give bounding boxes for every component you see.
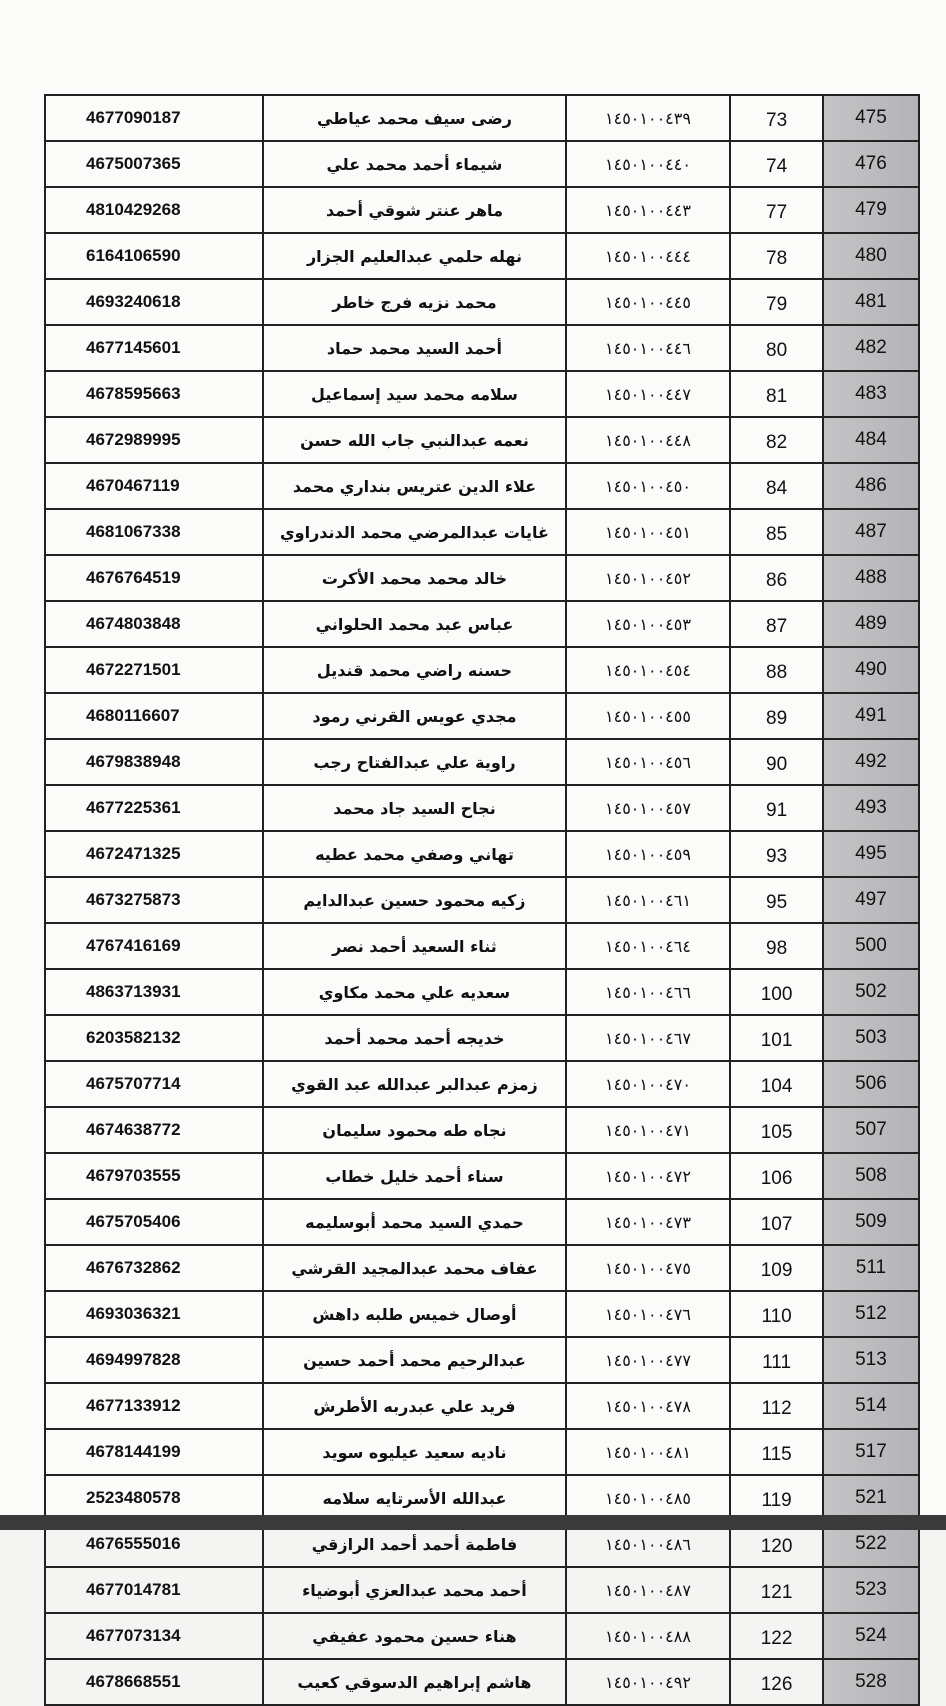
name-cell: فريد علي عبدربه الأطرش (263, 1383, 565, 1429)
number-cell: 88 (730, 647, 822, 693)
name-cell: عبدالرحيم محمد أحمد حسين (263, 1337, 565, 1383)
name-cell: عبدالله الأسرتايه سلامه (263, 1475, 565, 1521)
phone-cell: 4673275873 (45, 877, 263, 923)
table-row (45, 463, 919, 509)
code-cell: ١٤٥٠١٠٠٤٧٣ (566, 1199, 731, 1245)
id-cell: 500 (823, 923, 919, 969)
id-cell: 524 (823, 1613, 919, 1659)
phone-cell: 4677090187 (45, 95, 263, 141)
code-cell: ١٤٥٠١٠٠٤٧٢ (566, 1153, 731, 1199)
table-row (45, 279, 919, 325)
number-cell: 119 (730, 1475, 822, 1521)
number-cell: 120 (730, 1521, 822, 1567)
phone-cell: 4678144199 (45, 1429, 263, 1475)
code-cell: ١٤٥٠١٠٠٤٤٧ (566, 371, 731, 417)
code-cell: ١٤٥٠١٠٠٤٥١ (566, 509, 731, 555)
name-cell: أوصال خميس طلبه داهش (263, 1291, 565, 1337)
phone-cell: 4674803848 (45, 601, 263, 647)
id-cell: 513 (823, 1337, 919, 1383)
number-cell: 82 (730, 417, 822, 463)
name-cell: أحمد محمد عبدالعزي أبوضياء (263, 1567, 565, 1613)
table-row (45, 693, 919, 739)
phone-cell: 4693036321 (45, 1291, 263, 1337)
phone-cell: 4767416169 (45, 923, 263, 969)
code-cell: ١٤٥٠١٠٠٤٥٦ (566, 739, 731, 785)
name-cell: محمد نزيه فرج خاطر (263, 279, 565, 325)
name-cell: تهاني وصفي محمد عطيه (263, 831, 565, 877)
table-row (45, 1613, 919, 1659)
number-cell: 105 (730, 1107, 822, 1153)
phone-cell: 4676732862 (45, 1245, 263, 1291)
number-cell: 126 (730, 1659, 822, 1705)
id-cell: 475 (823, 95, 919, 141)
number-cell: 101 (730, 1015, 822, 1061)
id-cell: 511 (823, 1245, 919, 1291)
id-cell: 497 (823, 877, 919, 923)
phone-cell: 4675007365 (45, 141, 263, 187)
number-cell: 112 (730, 1383, 822, 1429)
number-cell: 85 (730, 509, 822, 555)
table-row (45, 1015, 919, 1061)
number-cell: 115 (730, 1429, 822, 1475)
number-cell: 89 (730, 693, 822, 739)
name-cell: ماهر عنتر شوقي أحمد (263, 187, 565, 233)
number-cell: 77 (730, 187, 822, 233)
table-row (45, 877, 919, 923)
number-cell: 106 (730, 1153, 822, 1199)
name-cell: نجاح السيد جاد محمد (263, 785, 565, 831)
name-cell: خالد محمد محمد الأكرت (263, 555, 565, 601)
table-body (45, 95, 919, 1705)
table-row (45, 1429, 919, 1475)
phone-cell: 4672271501 (45, 647, 263, 693)
code-cell: ١٤٥٠١٠٠٤٤٦ (566, 325, 731, 371)
code-cell: ١٤٥٠١٠٠٤٦٧ (566, 1015, 731, 1061)
bottom-bar (0, 1515, 946, 1530)
table-row (45, 969, 919, 1015)
code-cell: ١٤٥٠١٠٠٤٨٦ (566, 1521, 731, 1567)
table-row (45, 1245, 919, 1291)
phone-cell: 2523480578 (45, 1475, 263, 1521)
name-cell: ثناء السعيد أحمد نصر (263, 923, 565, 969)
table-row (45, 371, 919, 417)
phone-cell: 4679703555 (45, 1153, 263, 1199)
name-cell: غايات عبدالمرضي محمد الدندراوي (263, 509, 565, 555)
table-row (45, 647, 919, 693)
code-cell: ١٤٥٠١٠٠٤٥٢ (566, 555, 731, 601)
id-cell: 479 (823, 187, 919, 233)
table-row (45, 923, 919, 969)
table-row (45, 1659, 919, 1705)
number-cell: 107 (730, 1199, 822, 1245)
number-cell: 87 (730, 601, 822, 647)
phone-cell: 4693240618 (45, 279, 263, 325)
code-cell: ١٤٥٠١٠٠٤٦١ (566, 877, 731, 923)
id-cell: 493 (823, 785, 919, 831)
name-cell: عفاف محمد عبدالمجيد القرشي (263, 1245, 565, 1291)
phone-cell: 4676555016 (45, 1521, 263, 1567)
table-row (45, 187, 919, 233)
number-cell: 110 (730, 1291, 822, 1337)
table-row (45, 785, 919, 831)
table-row (45, 233, 919, 279)
name-cell: هاشم إبراهيم الدسوقي كعيب (263, 1659, 565, 1705)
name-cell: سناء أحمد خليل خطاب (263, 1153, 565, 1199)
id-cell: 522 (823, 1521, 919, 1567)
name-cell: عباس عبد محمد الحلواني (263, 601, 565, 647)
table-row (45, 1153, 919, 1199)
id-cell: 486 (823, 463, 919, 509)
code-cell: ١٤٥٠١٠٠٤٤٣ (566, 187, 731, 233)
id-cell: 483 (823, 371, 919, 417)
id-cell: 508 (823, 1153, 919, 1199)
name-cell: نعمه عبدالنبي جاب الله حسن (263, 417, 565, 463)
id-cell: 481 (823, 279, 919, 325)
code-cell: ١٤٥٠١٠٠٤٣٩ (566, 95, 731, 141)
id-cell: 507 (823, 1107, 919, 1153)
code-cell: ١٤٥٠١٠٠٤٦٤ (566, 923, 731, 969)
code-cell: ١٤٥٠١٠٠٤٥٥ (566, 693, 731, 739)
number-cell: 111 (730, 1337, 822, 1383)
phone-cell: 4810429268 (45, 187, 263, 233)
id-cell: 490 (823, 647, 919, 693)
id-cell: 484 (823, 417, 919, 463)
phone-cell: 4677014781 (45, 1567, 263, 1613)
name-cell: راوية علي عبدالفتاح رجب (263, 739, 565, 785)
phone-cell: 4670467119 (45, 463, 263, 509)
name-cell: خديجه أحمد محمد أحمد (263, 1015, 565, 1061)
phone-cell: 6203582132 (45, 1015, 263, 1061)
table-row (45, 509, 919, 555)
name-cell: رضى سيف محمد عياطي (263, 95, 565, 141)
phone-cell: 4681067338 (45, 509, 263, 555)
number-cell: 81 (730, 371, 822, 417)
code-cell: ١٤٥٠١٠٠٤٨٧ (566, 1567, 731, 1613)
table-row (45, 831, 919, 877)
name-cell: زمزم عبدالبر عبدالله عبد القوي (263, 1061, 565, 1107)
code-cell: ١٤٥٠١٠٠٤٧٠ (566, 1061, 731, 1107)
id-cell: 514 (823, 1383, 919, 1429)
phone-cell: 4694997828 (45, 1337, 263, 1383)
name-cell: نهله حلمي عبدالعليم الجزار (263, 233, 565, 279)
phone-cell: 4863713931 (45, 969, 263, 1015)
id-cell: 495 (823, 831, 919, 877)
number-cell: 80 (730, 325, 822, 371)
name-cell: ناديه سعيد عيليوه سويد (263, 1429, 565, 1475)
id-cell: 491 (823, 693, 919, 739)
id-cell: 521 (823, 1475, 919, 1521)
phone-cell: 4676764519 (45, 555, 263, 601)
table-row (45, 1567, 919, 1613)
code-cell: ١٤٥٠١٠٠٤٥٤ (566, 647, 731, 693)
table-row (45, 95, 919, 141)
name-cell: سعديه علي محمد مكاوي (263, 969, 565, 1015)
id-cell: 488 (823, 555, 919, 601)
phone-cell: 4672989995 (45, 417, 263, 463)
code-cell: ١٤٥٠١٠٠٤٨٨ (566, 1613, 731, 1659)
name-cell: حمدي السيد محمد أبوسليمه (263, 1199, 565, 1245)
id-cell: 528 (823, 1659, 919, 1705)
number-cell: 74 (730, 141, 822, 187)
code-cell: ١٤٥٠١٠٠٤٥٩ (566, 831, 731, 877)
id-cell: 482 (823, 325, 919, 371)
name-cell: مجدي عويس القرني رمود (263, 693, 565, 739)
number-cell: 78 (730, 233, 822, 279)
id-cell: 480 (823, 233, 919, 279)
number-cell: 104 (730, 1061, 822, 1107)
id-cell: 506 (823, 1061, 919, 1107)
code-cell: ١٤٥٠١٠٠٤٥٠ (566, 463, 731, 509)
number-cell: 90 (730, 739, 822, 785)
phone-cell: 4677145601 (45, 325, 263, 371)
phone-cell: 6164106590 (45, 233, 263, 279)
code-cell: ١٤٥٠١٠٠٤٤٠ (566, 141, 731, 187)
number-cell: 95 (730, 877, 822, 923)
number-cell: 109 (730, 1245, 822, 1291)
phone-cell: 4677225361 (45, 785, 263, 831)
id-cell: 489 (823, 601, 919, 647)
name-cell: سلامه محمد سيد إسماعيل (263, 371, 565, 417)
id-cell: 509 (823, 1199, 919, 1245)
id-cell: 487 (823, 509, 919, 555)
code-cell: ١٤٥٠١٠٠٤٩٢ (566, 1659, 731, 1705)
number-cell: 79 (730, 279, 822, 325)
number-cell: 91 (730, 785, 822, 831)
id-cell: 492 (823, 739, 919, 785)
number-cell: 122 (730, 1613, 822, 1659)
code-cell: ١٤٥٠١٠٠٤٧٧ (566, 1337, 731, 1383)
phone-cell: 4674638772 (45, 1107, 263, 1153)
number-cell: 93 (730, 831, 822, 877)
phone-cell: 4675707714 (45, 1061, 263, 1107)
table-row (45, 141, 919, 187)
name-cell: زكيه محمود حسين عبدالدايم (263, 877, 565, 923)
id-cell: 523 (823, 1567, 919, 1613)
id-cell: 502 (823, 969, 919, 1015)
code-cell: ١٤٥٠١٠٠٤٧٦ (566, 1291, 731, 1337)
number-cell: 86 (730, 555, 822, 601)
phone-cell: 4678668551 (45, 1659, 263, 1705)
table-row (45, 1061, 919, 1107)
records-table (44, 94, 920, 1706)
table-row (45, 1107, 919, 1153)
table-row (45, 1199, 919, 1245)
number-cell: 73 (730, 95, 822, 141)
name-cell: نجاه طه محمود سليمان (263, 1107, 565, 1153)
id-cell: 512 (823, 1291, 919, 1337)
name-cell: حسنه راضي محمد قنديل (263, 647, 565, 693)
number-cell: 121 (730, 1567, 822, 1613)
number-cell: 84 (730, 463, 822, 509)
code-cell: ١٤٥٠١٠٠٤٥٣ (566, 601, 731, 647)
table-row (45, 1291, 919, 1337)
name-cell: شيماء أحمد محمد علي (263, 141, 565, 187)
id-cell: 476 (823, 141, 919, 187)
table-row (45, 555, 919, 601)
code-cell: ١٤٥٠١٠٠٤٦٦ (566, 969, 731, 1015)
code-cell: ١٤٥٠١٠٠٤٧٨ (566, 1383, 731, 1429)
phone-cell: 4675705406 (45, 1199, 263, 1245)
table-row (45, 601, 919, 647)
code-cell: ١٤٥٠١٠٠٤٧٥ (566, 1245, 731, 1291)
name-cell: هناء حسين محمود عفيفي (263, 1613, 565, 1659)
code-cell: ١٤٥٠١٠٠٤٨١ (566, 1429, 731, 1475)
name-cell: علاء الدين عتريس بنداري محمد (263, 463, 565, 509)
name-cell: أحمد السيد محمد حماد (263, 325, 565, 371)
phone-cell: 4677133912 (45, 1383, 263, 1429)
table-row (45, 417, 919, 463)
name-cell: فاطمة أحمد أحمد الرازقي (263, 1521, 565, 1567)
phone-cell: 4678595663 (45, 371, 263, 417)
code-cell: ١٤٥٠١٠٠٤٤٤ (566, 233, 731, 279)
table-row (45, 325, 919, 371)
phone-cell: 4672471325 (45, 831, 263, 877)
phone-cell: 4679838948 (45, 739, 263, 785)
number-cell: 100 (730, 969, 822, 1015)
table-row (45, 1383, 919, 1429)
code-cell: ١٤٥٠١٠٠٤٤٥ (566, 279, 731, 325)
code-cell: ١٤٥٠١٠٠٤٨٥ (566, 1475, 731, 1521)
code-cell: ١٤٥٠١٠٠٤٤٨ (566, 417, 731, 463)
code-cell: ١٤٥٠١٠٠٤٧١ (566, 1107, 731, 1153)
phone-cell: 4677073134 (45, 1613, 263, 1659)
table-row (45, 739, 919, 785)
code-cell: ١٤٥٠١٠٠٤٥٧ (566, 785, 731, 831)
phone-cell: 4680116607 (45, 693, 263, 739)
id-cell: 517 (823, 1429, 919, 1475)
table-row (45, 1337, 919, 1383)
number-cell: 98 (730, 923, 822, 969)
id-cell: 503 (823, 1015, 919, 1061)
